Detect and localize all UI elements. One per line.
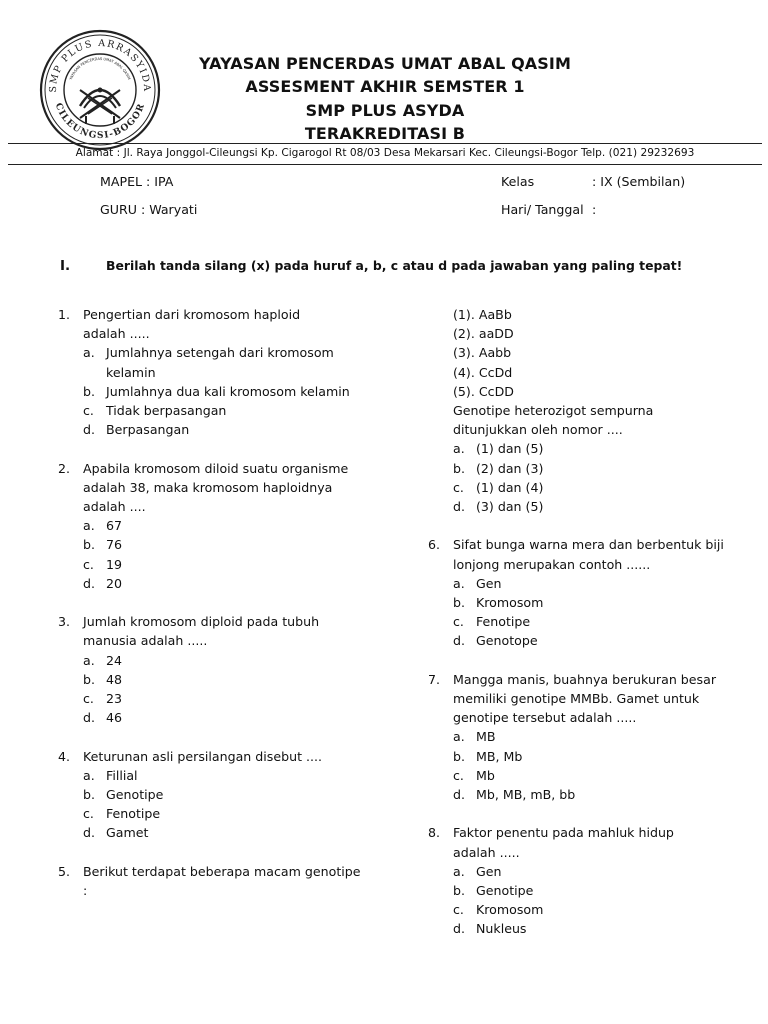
question-text: adalah .... — [83, 499, 146, 515]
option-text: Fillial — [106, 767, 138, 783]
option-letter: b. — [83, 383, 95, 399]
question-3 — [58, 612, 378, 727]
option-letter: c. — [83, 806, 94, 822]
answer-option — [83, 670, 378, 689]
question-text: genotipe tersebut adalah ..... — [453, 710, 637, 726]
class-value: : IX (Sembilan) — [592, 174, 686, 189]
answer-option — [453, 612, 748, 631]
question-number: 5. — [58, 863, 71, 879]
question-text: (4). CcDd — [453, 364, 513, 380]
instruction-text: Berilah tanda silang (x) pada huruf a, b, c atau d pada jawaban yang paling tepat! — [106, 258, 683, 273]
option-letter: a. — [83, 767, 95, 783]
header-rule-bottom — [8, 164, 762, 165]
option-text: 20 — [106, 575, 123, 591]
question-text: Sifat bunga warna mera dan berbentuk biji — [453, 537, 724, 553]
answer-option — [453, 900, 748, 919]
answer-option — [453, 862, 748, 881]
question-text: adalah 38, maka kromosom haploidnya — [83, 479, 333, 495]
answer-option — [453, 459, 748, 478]
option-text: 23 — [106, 691, 123, 707]
answer-option — [83, 420, 378, 439]
svg-text:CILEUNGSI-BOGOR — [53, 102, 148, 141]
answer-option — [83, 766, 378, 785]
option-text: (1) dan (5) — [476, 441, 544, 457]
option-text: Tidak berpasangan — [106, 403, 227, 419]
question-text: (1). AaBb — [453, 307, 512, 322]
option-text: Nukleus — [476, 921, 527, 937]
question-text: ditunjukkan oleh nomor .... — [453, 422, 623, 438]
option-letter: d. — [83, 710, 95, 726]
answer-option — [83, 401, 378, 420]
option-letter: a. — [453, 863, 465, 879]
answer-option — [83, 555, 378, 574]
answer-option — [453, 919, 748, 938]
option-letter: b. — [83, 537, 95, 553]
option-letter: a. — [453, 729, 465, 745]
school-name: SMP PLUS ASYDA — [305, 101, 465, 120]
answer-option — [453, 478, 748, 497]
option-letter: d. — [453, 499, 465, 515]
option-text: Genotipe — [106, 787, 164, 803]
option-text: Kromosom — [476, 902, 544, 918]
option-text: 19 — [106, 556, 123, 572]
option-text: Fenotipe — [476, 614, 531, 630]
question-text: (5). CcDD — [453, 383, 514, 399]
school-logo — [38, 28, 162, 152]
question-text: Jumlah kromosom diploid pada tubuh — [83, 614, 320, 630]
option-text: kelamin — [106, 364, 156, 380]
option-letter: b. — [453, 883, 465, 899]
option-text: (2) dan (3) — [476, 460, 544, 476]
answer-option — [83, 535, 378, 554]
logo-inner-text: YAYASAN PENCERDAS UMAT ABAL QASIM — [68, 56, 132, 81]
answer-option — [453, 766, 748, 785]
section-number: I. — [60, 258, 71, 274]
question-text: Berikut terdapat beberapa macam genotipe — [83, 863, 361, 879]
question-gap — [58, 439, 378, 458]
question-number: 6. — [428, 537, 441, 553]
answer-option — [83, 516, 378, 535]
logo-top-text: SMP PLUS ARRASYIDA — [47, 37, 153, 93]
question-gap — [428, 516, 748, 535]
answer-option — [453, 747, 748, 766]
question-5 — [58, 862, 378, 900]
question-number: 8. — [428, 825, 441, 841]
question-text: Faktor penentu pada mahluk hidup — [453, 825, 674, 841]
question-6 — [428, 535, 748, 650]
school-address: Alamat : Jl. Raya Jonggol-Cileungsi Kp. Cigarogol Rt 08/03 Desa Mekarsari Kec. Cileungsi-Bogor Telp. (021) 29232693 — [75, 147, 695, 159]
option-text: Jumlahnya dua kali kromosom kelamin — [106, 383, 350, 399]
option-text: 76 — [106, 537, 123, 553]
question-number: 2. — [58, 460, 71, 476]
date-label: Hari/ Tanggal — [501, 202, 584, 217]
answer-option — [453, 727, 748, 746]
option-letter: a. — [83, 518, 95, 534]
option-text: (1) dan (4) — [476, 479, 544, 495]
option-letter: c. — [83, 403, 94, 419]
teacher-field: GURU : Waryati — [100, 202, 198, 217]
option-letter: c. — [453, 614, 464, 630]
option-text: Gamet — [106, 825, 149, 841]
foundation-name: YAYASAN PENCERDAS UMAT ABAL QASIM — [199, 54, 571, 73]
option-text: 46 — [106, 710, 123, 726]
questions-column-left — [58, 305, 378, 900]
option-letter: d. — [83, 422, 95, 438]
option-text: 67 — [106, 518, 123, 534]
answer-option — [453, 497, 748, 516]
option-letter: d. — [83, 575, 95, 591]
option-text: Mb — [476, 767, 495, 783]
questions-column-right — [428, 305, 748, 939]
answer-option — [83, 382, 378, 401]
accreditation: TERAKREDITASI B — [304, 124, 466, 143]
option-text: Jumlahnya setengah dari kromosom — [106, 345, 334, 361]
answer-option — [83, 804, 378, 823]
option-text: Berpasangan — [106, 422, 190, 438]
date-value: : — [592, 202, 597, 217]
question-gap — [58, 593, 378, 612]
option-text: Genotope — [476, 633, 538, 649]
answer-option — [453, 881, 748, 900]
answer-option — [453, 439, 748, 458]
question-text: Pengertian dari kromosom haploid — [83, 307, 301, 322]
option-letter: c. — [83, 691, 94, 707]
question-4 — [58, 747, 378, 843]
question-1 — [58, 305, 378, 439]
option-letter: b. — [83, 671, 95, 687]
question-gap — [58, 843, 378, 862]
option-letter: a. — [453, 441, 465, 457]
option-text: (3) dan (5) — [476, 499, 544, 515]
question-gap — [58, 727, 378, 746]
question-8 — [428, 823, 748, 938]
question-text: (2). aaDD — [453, 326, 514, 342]
question-number: 3. — [58, 614, 71, 630]
question-text: adalah ..... — [83, 326, 150, 342]
option-text: 48 — [106, 671, 123, 687]
answer-option — [83, 689, 378, 708]
answer-option — [83, 823, 378, 842]
option-letter: c. — [453, 767, 464, 783]
question-text: Genotipe heterozigot sempurna — [453, 403, 654, 419]
header-rule-top — [8, 143, 762, 144]
option-letter: d. — [83, 825, 95, 841]
option-letter: d. — [453, 787, 465, 803]
question-gap — [428, 804, 748, 823]
question-text: lonjong merupakan contoh ...... — [453, 556, 651, 572]
option-text: Gen — [476, 863, 502, 879]
option-text: Mb, MB, mB, bb — [476, 787, 576, 803]
answer-option — [453, 785, 748, 804]
option-letter: d. — [453, 633, 465, 649]
option-letter: a. — [83, 652, 95, 668]
option-letter: a. — [83, 345, 95, 361]
option-letter: b. — [83, 787, 95, 803]
option-text: Genotipe — [476, 883, 534, 899]
question-text: Apabila kromosom diloid suatu organisme — [83, 460, 349, 476]
option-letter: b. — [453, 460, 465, 476]
option-letter: a. — [453, 575, 465, 591]
option-text: Kromosom — [476, 595, 544, 611]
question-2 — [58, 459, 378, 593]
question-text: adalah ..... — [453, 844, 520, 860]
option-letter: b. — [453, 748, 465, 764]
option-text: Gen — [476, 575, 502, 591]
option-letter: c. — [453, 902, 464, 918]
option-text: MB — [476, 729, 496, 745]
logo-emblem-icon — [80, 88, 120, 125]
logo-bottom-text: CILEUNGSI-BOGOR — [52, 101, 148, 142]
option-letter: b. — [453, 595, 465, 611]
option-letter: c. — [453, 479, 464, 495]
answer-option — [83, 785, 378, 804]
question-text: Keturunan asli persilangan disebut .... — [83, 748, 323, 764]
answer-option — [83, 651, 378, 670]
question-7 — [428, 670, 748, 804]
exam-title: ASSESMENT AKHIR SEMSTER 1 — [245, 77, 525, 96]
option-text: Fenotipe — [106, 806, 161, 822]
option-text: 24 — [106, 652, 123, 668]
question-number: 4. — [58, 748, 71, 764]
question-number: 7. — [428, 671, 441, 687]
question-text: Mangga manis, buahnya berukuran besar — [453, 671, 717, 687]
question-text: (3). Aabb — [453, 345, 512, 361]
answer-option — [453, 574, 748, 593]
option-text: MB, Mb — [476, 748, 523, 764]
answer-option — [83, 708, 378, 727]
option-letter: c. — [83, 556, 94, 572]
svg-text:SMP PLUS ARRASYIDA — [48, 38, 152, 93]
question-text: : — [83, 883, 88, 899]
question-gap — [428, 651, 748, 670]
question-number: 1. — [58, 307, 71, 322]
class-label: Kelas — [501, 174, 535, 189]
answer-option — [453, 593, 748, 612]
question-text: memiliki genotipe MMBb. Gamet untuk — [453, 691, 700, 707]
answer-option — [83, 343, 378, 381]
question-5 — [428, 305, 748, 516]
subject-field: MAPEL : IPA — [100, 174, 174, 189]
answer-option — [83, 574, 378, 593]
answer-option — [453, 631, 748, 650]
option-letter: d. — [453, 921, 465, 937]
question-text: manusia adalah ..... — [83, 633, 208, 649]
